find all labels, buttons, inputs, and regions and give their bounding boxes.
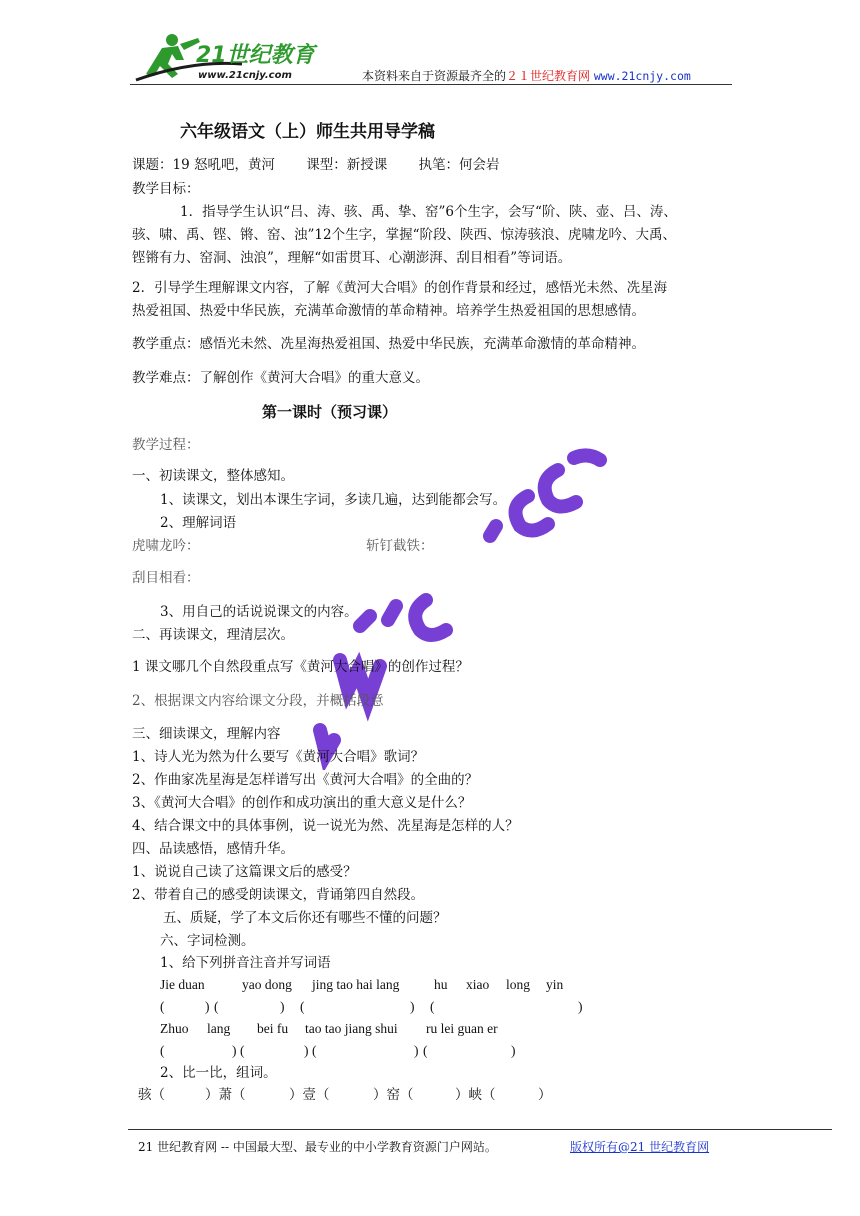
answer-blank-close: ) [414, 1043, 419, 1058]
step-6-heading: 六、字词检测。 [160, 933, 255, 949]
compare-item: ）峡（ [455, 1087, 496, 1103]
step-3-item-2: 2、作曲家冼星海是怎样谱写出《黄河大合唱》的全曲的？ [132, 772, 479, 788]
header-note [362, 67, 691, 84]
step-2-item-2: 2、根据课文内容给课文分段，并概括段意 [132, 693, 384, 709]
step-1-heading: 一、初读课文，整体感知。 [132, 468, 294, 484]
footer-divider [128, 1129, 832, 1130]
compare-item: ）萧（ [205, 1087, 246, 1103]
footer-text: 21 世纪教育网 -- 中国最大型、最专业的中小学教育资源门户网站。 [138, 1140, 497, 1154]
answer-blank-open[interactable]: ( [160, 999, 165, 1014]
pinyin-8: Zhuo [160, 1021, 189, 1036]
pinyin-10: bei fu [257, 1021, 289, 1036]
answer-blank-close: ) [511, 1043, 516, 1058]
compare-item: ）壹（ [289, 1087, 330, 1103]
pinyin-12: ru lei guan er [426, 1021, 498, 1036]
goal-2-line-2: 热爱祖国、热爱中华民族，充满革命激情的革命精神。培养学生热爱祖国的思想感情。 [132, 303, 645, 319]
key-point: 教学重点：感悟光未然、冼星海热爱祖国、热爱中华民族，充满革命激情的革命精神。 [132, 336, 645, 352]
answer-blank-close: ) [304, 1043, 309, 1058]
step-3-heading: 三、细读课文，理解内容 [132, 726, 281, 742]
answer-blank-close: ) [205, 999, 210, 1014]
goal-1-line-3: 铿锵有力、窑洞、浊浪”，理解“如雷贯耳、心潮澎湃、刮目相看”等词语。 [132, 250, 572, 266]
answer-blank-open[interactable]: ( [430, 999, 435, 1014]
step-3-item-4: 4、结合课文中的具体事例，说一说光为然、冼星海是怎样的人？ [132, 818, 519, 834]
step-2-heading: 二、再读课文，理清层次。 [132, 627, 294, 643]
word-3: 刮目相看： [132, 570, 200, 586]
answer-blank-close: ) [410, 999, 415, 1014]
step-1-item-3: 3、用自己的话说说课文的内容。 [160, 604, 358, 620]
goal-1-line-2: 骇、啸、禹、铿、锵、窑、浊”12个生字，掌握“阶段、陕西、惊涛骇浪、虎啸龙吟、大禹、 [132, 227, 676, 243]
header-note-site: ２１世纪教育网 [506, 69, 591, 83]
compare-item: ）窑（ [373, 1087, 414, 1103]
answer-blank-open[interactable]: ( [423, 1043, 428, 1058]
logo-text: 21世纪教育 [196, 43, 315, 68]
step-6-item-2: 2、比一比，组词。 [160, 1065, 277, 1081]
step-1-item-2: 2、理解词语 [160, 515, 237, 531]
pinyin-6: long [506, 977, 531, 992]
step-6-item-1: 1、给下列拼音注音并写词语 [160, 955, 331, 971]
answer-blank-open[interactable]: ( [214, 999, 219, 1014]
answer-blank-open[interactable]: ( [240, 1043, 245, 1058]
watermark [300, 430, 630, 770]
answer-blank-close: ) [280, 999, 285, 1014]
header-note-url[interactable]: www.21cnjy.com [593, 69, 691, 83]
step-4-item-1: 1、说说自己读了这篇课文后的感受？ [132, 864, 357, 880]
word-2: 斩钉截铁： [366, 538, 434, 554]
pinyin-3: jing tao hai lang [312, 977, 400, 992]
word-1: 虎啸龙吟： [132, 538, 200, 554]
step-5-heading: 五、质疑，学了本文后你还有哪些不懂的问题？ [163, 910, 447, 926]
header-divider [130, 84, 732, 85]
answer-blank-open[interactable]: ( [160, 1043, 165, 1058]
process-label: 教学过程： [132, 437, 200, 453]
step-4-item-2: 2、带着自己的感受朗读课文，背诵第四自然段。 [132, 887, 425, 903]
difficulty: 教学难点：了解创作《黄河大合唱》的重大意义。 [132, 370, 429, 386]
footer-copyright-link[interactable]: 版权所有@21 世纪教育网 [570, 1140, 710, 1154]
section-title: 第一课时（预习课） [262, 403, 398, 421]
answer-blank-open[interactable]: ( [312, 1043, 317, 1058]
answer-blank-open[interactable]: ( [300, 999, 305, 1014]
step-2-item-1: 1 课文哪几个自然段重点写《黄河大合唱》的创作过程？ [132, 659, 469, 675]
step-1-item-1: 1、读课文，划出本课生字词，多读几遍，达到能都会写。 [160, 492, 507, 508]
pinyin-5: xiao [466, 977, 490, 992]
site-logo [132, 30, 342, 88]
logo-url: www.21cnjy.com [198, 70, 292, 81]
pinyin-4: hu [434, 977, 448, 992]
step-4-heading: 四、品读感悟，感情升华。 [132, 841, 294, 857]
pinyin-11: tao tao jiang shui [305, 1021, 398, 1036]
compare-item: ） [538, 1087, 552, 1103]
pinyin-2: yao dong [242, 977, 292, 992]
answer-blank-close: ) [232, 1043, 237, 1058]
header-note-prefix: 本资料来自于资源最齐全的 [362, 69, 507, 83]
pinyin-7: yin [546, 977, 564, 992]
step-3-item-1: 1、诗人光为然为什么要写《黄河大合唱》歌词？ [132, 749, 425, 765]
page-title: 六年级语文（上）师生共用导学稿 [180, 122, 435, 142]
goals-label: 教学目标： [132, 181, 200, 197]
lesson-meta: 课题：19 怒吼吧，黄河 课型：新授课 执笔：何会岩 [132, 157, 500, 173]
goal-1-line-1: 1．指导学生认识“吕、涛、骇、禹、挚、窑”6个生字，会写“阶、陕、壶、吕、涛、 [180, 204, 677, 220]
compare-item: 骇（ [138, 1087, 165, 1103]
answer-blank-close: ) [578, 999, 583, 1014]
pinyin-1: Jie duan [160, 977, 205, 992]
goal-2-line-1: 2．引导学生理解课文内容，了解《黄河大合唱》的创作背景和经过，感悟光未然、冼星海 [132, 280, 668, 296]
pinyin-9: lang [207, 1021, 231, 1036]
step-3-item-3: 3、《黄河大合唱》的创作和成功演出的重大意义是什么？ [132, 795, 472, 811]
